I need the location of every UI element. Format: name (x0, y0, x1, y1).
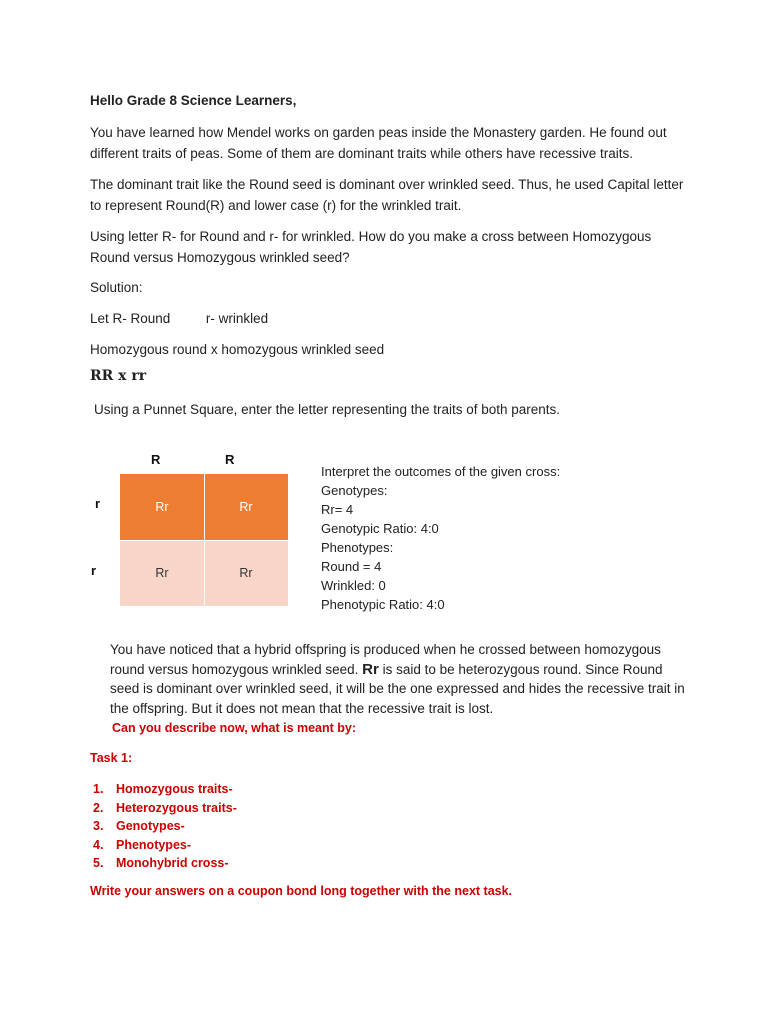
cross-description: Homozygous round x homozygous wrinkled seed (90, 342, 385, 357)
intro-paragraph: You have learned how Mendel works on garden peas inside the Monastery garden. He found out different traits of peas. Some of them are dominant traits while others have recessive traits. (90, 125, 667, 161)
hybrid-genotype: Rr (362, 660, 379, 678)
row-header-1: r (95, 496, 101, 511)
list-item: 3. Genotypes- (93, 819, 185, 833)
interpretation-line: Phenotypic Ratio: 4:0 (321, 597, 445, 612)
hybrid-text-1: You have noticed that a hybrid offspring is produced when he crossed between homozygous round versus homozygous wrinkled seed. (110, 642, 661, 677)
solution-label: Solution: (90, 280, 143, 295)
question-paragraph: Using letter R- for Round and r- for wrinkled. How do you make a cross between Homozygous Round versus Homozygous wrinkled seed? (90, 229, 652, 265)
punnett-cell: Rr (120, 474, 204, 540)
punnett-cell: Rr (120, 540, 204, 606)
interpretation-line: Phenotypes: (321, 540, 394, 555)
grid-divider (120, 540, 288, 541)
interpretation-line: Interpret the outcomes of the given cross: (321, 464, 561, 479)
interpretation-list (321, 462, 560, 614)
greeting: Hello Grade 8 Science Learners, (90, 93, 297, 108)
row-header-2: r (91, 563, 97, 578)
punnett-instruction: Using a Punnet Square, enter the letter representing the traits of both parents. (94, 402, 561, 417)
hybrid-paragraph (110, 640, 690, 718)
list-item: 4. Phenotypes- (93, 837, 192, 852)
interpretation-line: Round = 4 (321, 559, 382, 574)
let-wrinkled: r- wrinkled (205, 311, 269, 326)
col-header-2: R (225, 452, 235, 467)
let-line (90, 308, 690, 329)
interpretation-line: Rr= 4 (321, 502, 354, 517)
let-round: Let R- Round (90, 311, 171, 326)
cross-notation: RR x rr (90, 368, 147, 384)
interpretation-line: Genotypic Ratio: 4:0 (321, 521, 439, 536)
hybrid-text-2: is said to be heterozygous round. Since Round seed is dominant over wrinkled seed, it will be the one expressed and hides the recessive trait in the offspring. But it does not mean that the recessive trait is lost. (110, 661, 685, 716)
interpretation-line: Genotypes: (321, 483, 388, 498)
list-item: 1. Homozygous traits- (93, 782, 233, 796)
col-header-1: R (151, 452, 161, 467)
task-label: Task 1: (90, 751, 133, 765)
describe-question: Can you describe now, what is meant by: (112, 721, 357, 735)
task-list (93, 780, 237, 873)
punnett-cell: Rr (204, 540, 288, 606)
list-item: 5. Monohybrid cross- (93, 856, 229, 870)
final-note: Write your answers on a coupon bond long together with the next task. (90, 884, 513, 898)
list-item: 2. Heterozygous traits- (93, 800, 237, 815)
dominant-trait-paragraph: The dominant trait like the Round seed is dominant over wrinkled seed. Thus, he used Capital letter to represent Round(R) and lower case (r) for the wrinkled trait. (90, 177, 684, 213)
interpretation-line: Wrinkled: 0 (321, 578, 386, 593)
punnett-cell: Rr (204, 474, 288, 540)
